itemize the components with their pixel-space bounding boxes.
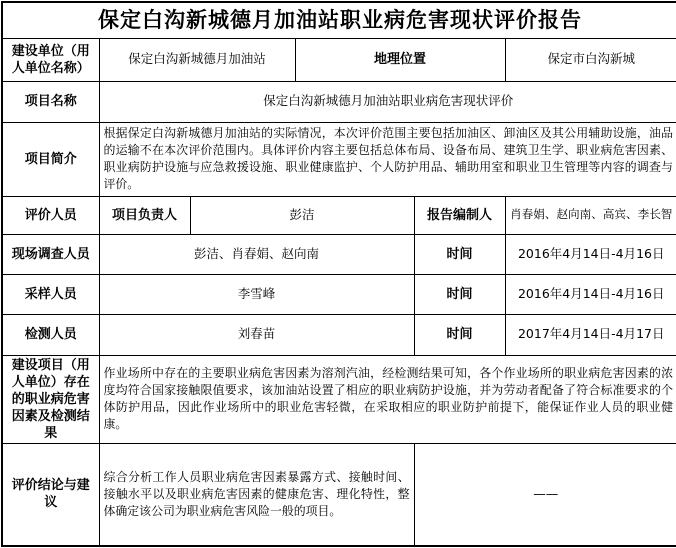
- evaluators-label: 评价人员: [2, 196, 99, 234]
- project-name-value: 保定白沟新城德月加油站职业病危害现状评价: [99, 81, 676, 122]
- hazards-row: [2, 355, 676, 443]
- survey-row: [2, 234, 676, 274]
- location-label: 地理位置: [295, 38, 505, 81]
- unit-label: 建设单位（用人单位名称）: [2, 38, 99, 81]
- project-intro-row: [2, 122, 676, 196]
- unit-row: [2, 38, 676, 81]
- report-editor-label: 报告编制人: [414, 196, 505, 234]
- project-leader-label: 项目负责人: [99, 196, 190, 234]
- testing-label: 检测人员: [2, 314, 99, 355]
- project-name-label: 项目名称: [2, 81, 99, 122]
- report-table: [1, 1, 676, 547]
- location-value: 保定市白沟新城: [505, 38, 676, 81]
- sampling-label: 采样人员: [2, 274, 99, 314]
- report-title: 保定白沟新城德月加油站职业病危害现状评价报告: [2, 2, 676, 38]
- survey-time-value: 2016年4月14日-4月16日: [505, 234, 676, 274]
- hazards-label: 建设项目（用人单位）存在的职业病危害因素及检测结果: [2, 355, 99, 443]
- conclusion-dash-value: ——: [414, 443, 676, 546]
- sampling-value: 李雪峰: [99, 274, 414, 314]
- testing-value: 刘春苗: [99, 314, 414, 355]
- sampling-time-label: 时间: [414, 274, 505, 314]
- testing-row: [2, 314, 676, 355]
- hazards-value: 作业场所中存在的主要职业病危害因素为溶剂汽油，经检测结果可知，各个作业场所的职业病危害因素的浓度均符合国家接触限值要求，该加油站设置了相应的职业病防护设施，并为劳动者配备了符合标准要求的个体防护用品，因此作业场所中的职业危害轻微，在采取相应的职业防护前提下，能保证作业人员的职业健康。: [99, 355, 676, 443]
- survey-value: 彭洁、肖春娟、赵向南: [99, 234, 414, 274]
- survey-label: 现场调查人员: [2, 234, 99, 274]
- sampling-row: [2, 274, 676, 314]
- conclusion-value: 综合分析工作人员职业病危害因素暴露方式、接触时间、接触水平以及职业病危害因素的健康危害、理化特性，整体确定该公司为职业病危害风险一般的项目。: [99, 443, 414, 546]
- survey-time-label: 时间: [414, 234, 505, 274]
- unit-value: 保定白沟新城德月加油站: [99, 38, 295, 81]
- project-intro-label: 项目简介: [2, 122, 99, 196]
- evaluators-row: [2, 196, 676, 234]
- report-editor-value: 肖春娟、赵向南、高宾、李长智: [505, 196, 676, 234]
- project-name-row: [2, 81, 676, 122]
- title-row: [2, 2, 676, 38]
- conclusion-label: 评价结论与建议: [2, 443, 99, 546]
- testing-time-label: 时间: [414, 314, 505, 355]
- conclusion-row: [2, 443, 676, 546]
- project-intro-value: 根据保定白沟新城德月加油站的实际情况，本次评价范围主要包括加油区、卸油区及其公用辅助设施，油品的运输不在本次评价范围内。具体评价内容主要包括总体布局、设备布局、建筑卫生学、职业病危害因素、职业病防护设施与应急救援设施、职业健康监护、个人防护用品、辅助用室和职业卫生管理等内容的调查与评价。: [99, 122, 676, 196]
- testing-time-value: 2017年4月14日-4月17日: [505, 314, 676, 355]
- project-leader-value: 彭洁: [190, 196, 414, 234]
- sampling-time-value: 2016年4月14日-4月16日: [505, 274, 676, 314]
